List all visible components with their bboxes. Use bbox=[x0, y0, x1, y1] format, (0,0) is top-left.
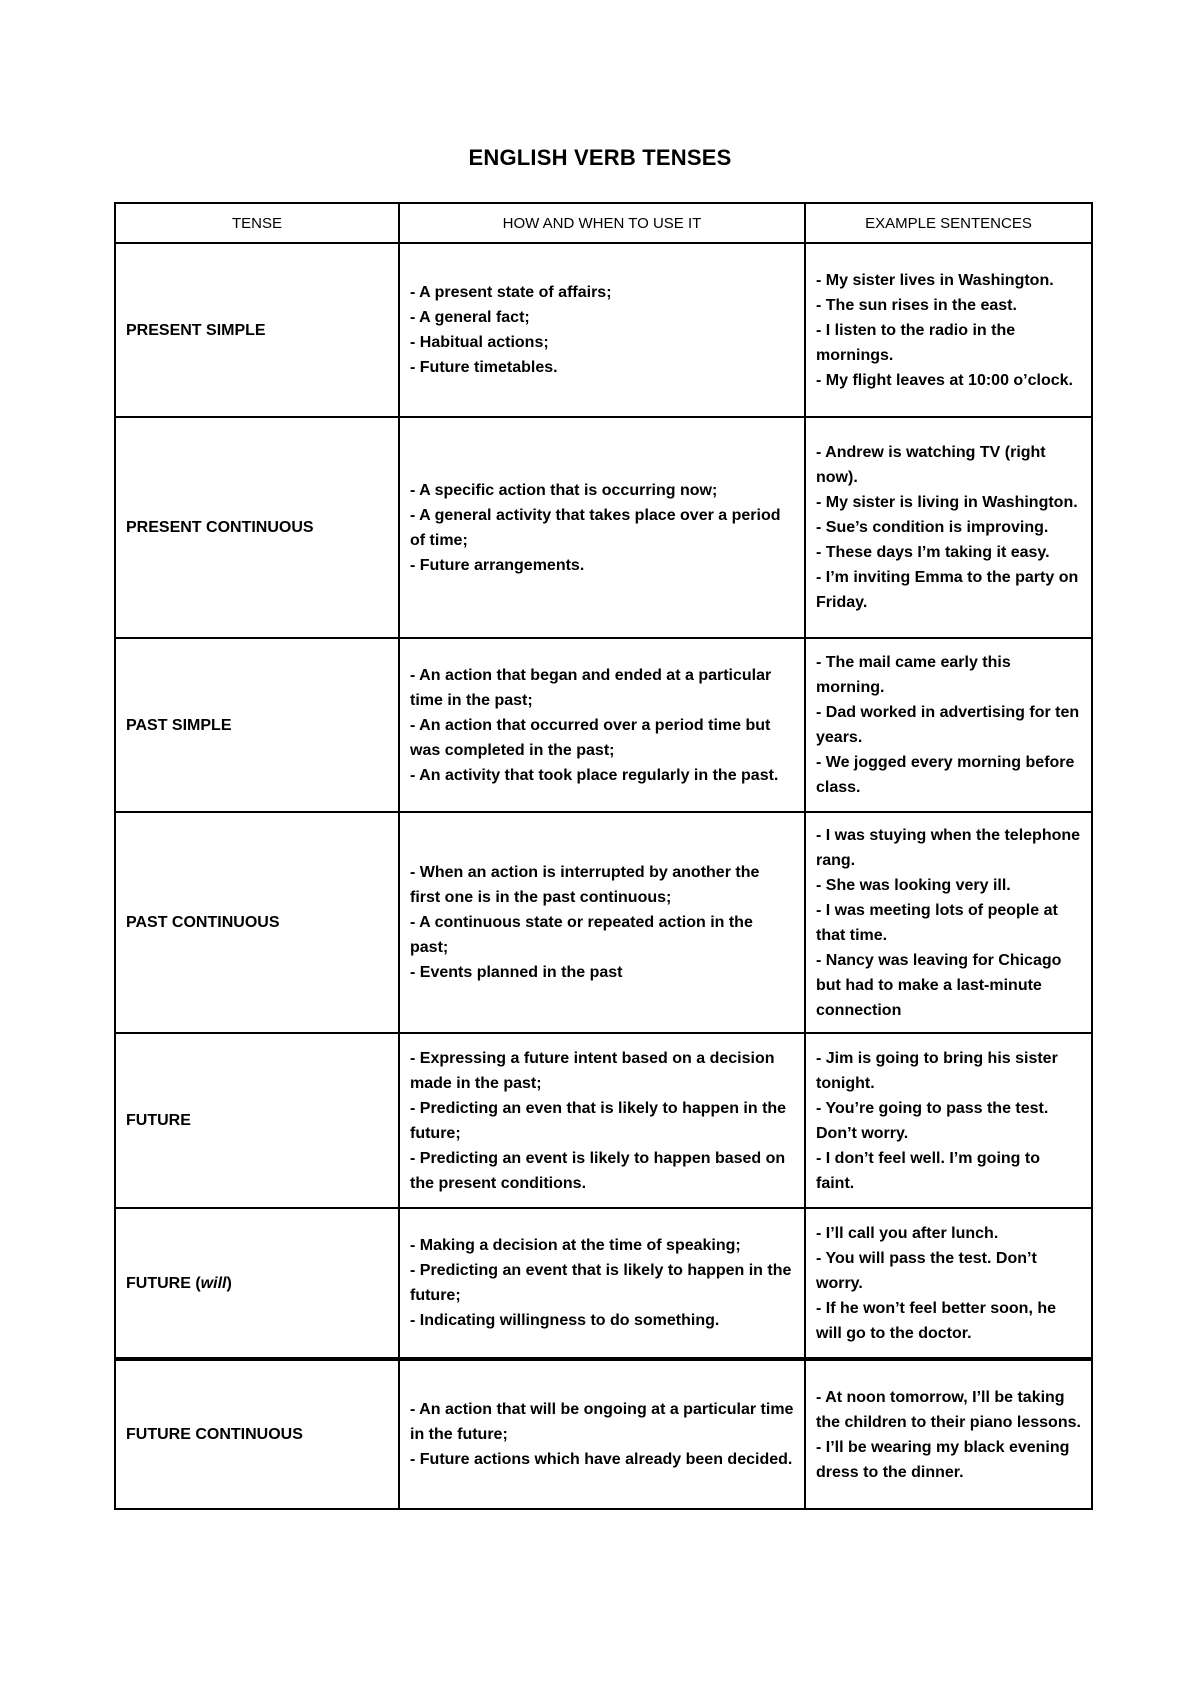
table-header-row bbox=[115, 203, 1092, 243]
table-row bbox=[115, 638, 1092, 812]
header-usage: HOW AND WHEN TO USE IT bbox=[399, 203, 805, 243]
examples-cell: - Jim is going to bring his sister tonight. - You’re going to pass the test. Don’t worry. - I don’t feel well. I’m going to faint. bbox=[805, 1033, 1092, 1208]
page-title: ENGLISH VERB TENSES bbox=[468, 145, 732, 170]
examples-cell: - My sister lives in Washington. - The sun rises in the east. - I listen to the radio in the mornings. - My flight leaves at 10:00 o’clock. bbox=[805, 243, 1092, 417]
table-row bbox=[115, 1208, 1092, 1359]
usage-cell: - Making a decision at the time of speaking; - Predicting an event that is likely to happen in the future; - Indicating willingness to do something. bbox=[399, 1208, 805, 1359]
usage-cell: - A specific action that is occurring now; - A general activity that takes place over a period of time; - Future arrangements. bbox=[399, 417, 805, 638]
tense-cell: FUTURE CONTINUOUS bbox=[115, 1359, 399, 1509]
tense-cell: PAST CONTINUOUS bbox=[115, 812, 399, 1033]
examples-cell: - The mail came early this morning. - Dad worked in advertising for ten years. - We jogged every morning before class. bbox=[805, 638, 1092, 812]
table-row bbox=[115, 417, 1092, 638]
usage-cell: - An action that will be ongoing at a particular time in the future; - Future actions which have already been decided. bbox=[399, 1359, 805, 1509]
tense-cell: PAST SIMPLE bbox=[115, 638, 399, 812]
tense-label: FUTURE bbox=[126, 1274, 191, 1292]
examples-cell: - Andrew is watching TV (right now). - My sister is living in Washington. - Sue’s condition is improving. - These days I’m taking it easy. - I’m inviting Emma to the party on Friday. bbox=[805, 417, 1092, 638]
tense-cell: FUTURE (will) bbox=[115, 1208, 399, 1359]
tense-cell: FUTURE bbox=[115, 1033, 399, 1208]
examples-cell: - At noon tomorrow, I’ll be taking the children to their piano lessons. - I’ll be wearing my black evening dress to the dinner. bbox=[805, 1359, 1092, 1509]
table-row bbox=[115, 1359, 1092, 1509]
tense-italic-label: will bbox=[200, 1274, 227, 1292]
table-row bbox=[115, 812, 1092, 1033]
tense-cell: PRESENT SIMPLE bbox=[115, 243, 399, 417]
header-examples: EXAMPLE SENTENCES bbox=[805, 203, 1092, 243]
examples-cell: - I was stuying when the telephone rang. - She was looking very ill. - I was meeting lots of people at that time. - Nancy was leaving for Chicago but had to make a last-minute connection bbox=[805, 812, 1092, 1033]
table-row bbox=[115, 243, 1092, 417]
header-tense: TENSE bbox=[115, 203, 399, 243]
usage-cell: - A present state of affairs; - A general fact; - Habitual actions; - Future timetables. bbox=[399, 243, 805, 417]
usage-cell: - An action that began and ended at a particular time in the past; - An action that occurred over a period time but was completed in the past; - An activity that took place regularly in the past. bbox=[399, 638, 805, 812]
usage-cell: - Expressing a future intent based on a decision made in the past; - Predicting an even that is likely to happen in the future; - Predicting an event is likely to happen based on the present conditions. bbox=[399, 1033, 805, 1208]
table-row bbox=[115, 1033, 1092, 1208]
usage-cell: - When an action is interrupted by another the first one is in the past continuous; - A continuous state or repeated action in the past; - Events planned in the past bbox=[399, 812, 805, 1033]
examples-cell: - I’ll call you after lunch. - You will pass the test. Don’t worry. - If he won’t feel better soon, he will go to the doctor. bbox=[805, 1208, 1092, 1359]
verb-tenses-table bbox=[114, 202, 1093, 1510]
tense-cell: PRESENT CONTINUOUS bbox=[115, 417, 399, 638]
